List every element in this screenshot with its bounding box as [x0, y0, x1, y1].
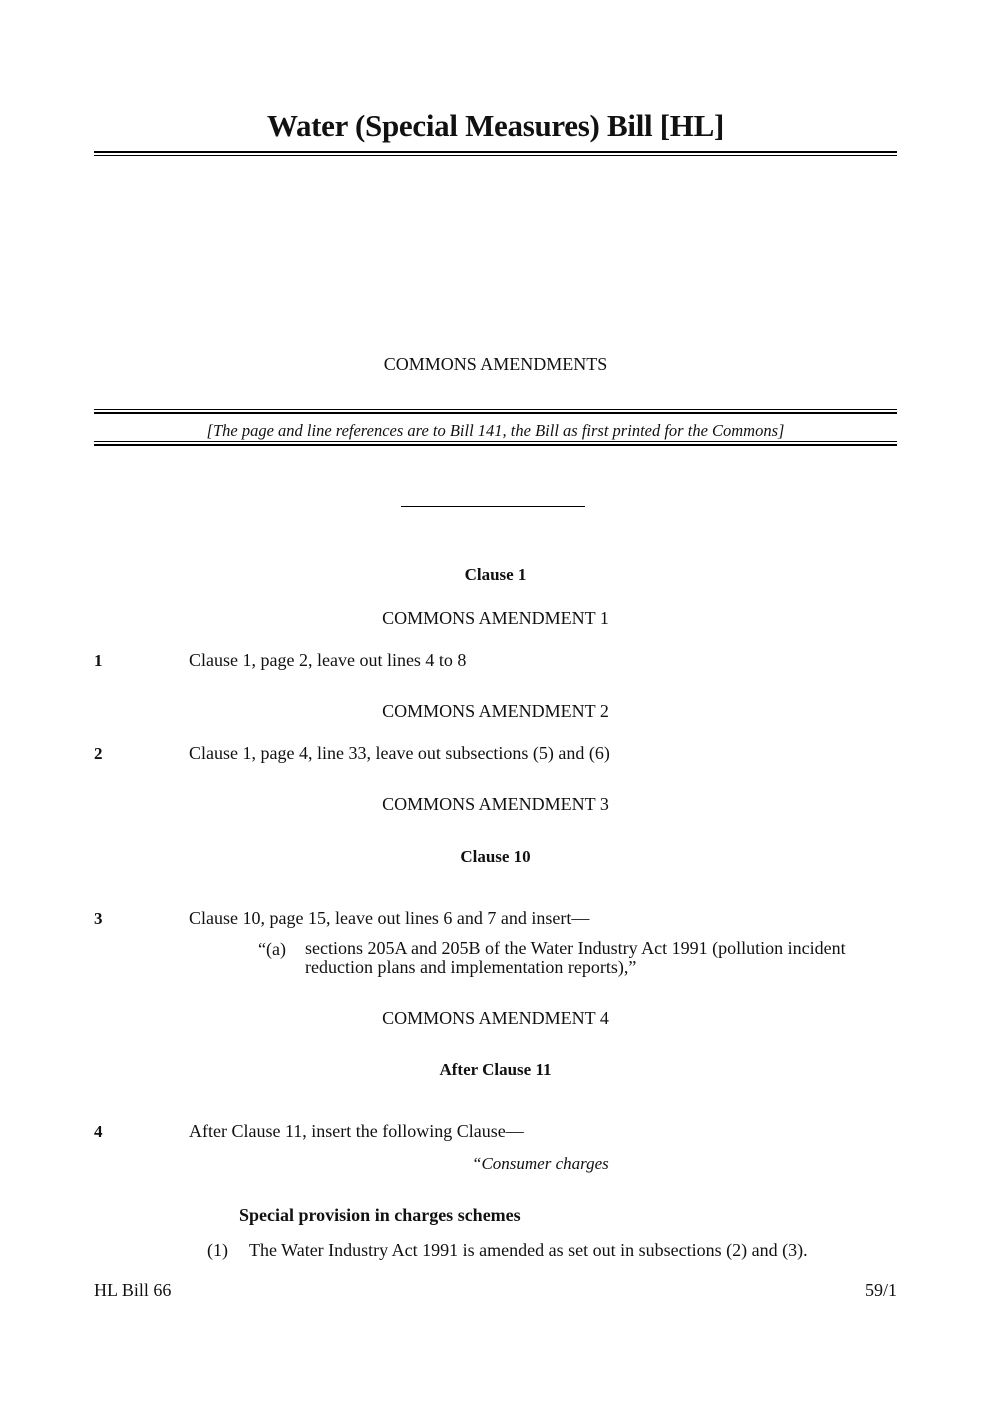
title-rule-top [94, 151, 897, 153]
note-rule-bottom-2 [94, 444, 897, 446]
title-rule-bottom [94, 155, 897, 156]
cross-heading: “Consumer charges [472, 1154, 609, 1173]
amendment-text-2: Clause 1, page 4, line 33, leave out subsections (5) and (6) [189, 743, 610, 763]
amendment-label-1: COMMONS AMENDMENT 1 [382, 608, 609, 628]
amendment-text-3: Clause 10, page 15, leave out lines 6 and 7 and insert— [189, 908, 590, 928]
separator-rule [401, 506, 585, 507]
amendment-number-1: 1 [94, 651, 103, 670]
note-rule-bottom-1 [94, 441, 897, 442]
insert-label: “(a) [258, 939, 286, 959]
heading-clause-1: Clause 1 [464, 565, 527, 584]
document-title: Water (Special Measures) Bill [HL] [266, 108, 725, 143]
subtitle: COMMONS AMENDMENTS [383, 354, 608, 374]
footer-page-ref: 59/1 [864, 1280, 897, 1300]
note-rule-top-2 [94, 412, 897, 414]
subsection-text: The Water Industry Act 1991 is amended as set out in subsections (2) and (3). [249, 1240, 808, 1260]
footer-bill-number: HL Bill 66 [94, 1280, 172, 1300]
heading-after-clause-11: After Clause 11 [439, 1060, 552, 1079]
amendment-label-2: COMMONS AMENDMENT 2 [382, 701, 609, 721]
amendment-number-3: 3 [94, 909, 103, 928]
amendment-number-4: 4 [94, 1122, 103, 1141]
insert-line-1: sections 205A and 205B of the Water Industry Act 1991 (pollution incident [305, 938, 846, 958]
amendment-label-4: COMMONS AMENDMENT 4 [382, 1008, 609, 1028]
amendment-text-1: Clause 1, page 2, leave out lines 4 to 8 [189, 650, 467, 670]
insert-line-2: reduction plans and implementation reports),” [305, 957, 637, 977]
amendment-number-2: 2 [94, 744, 103, 763]
heading-clause-10: Clause 10 [460, 847, 531, 866]
reference-note: [The page and line references are to Bill 141, the Bill as first printed for the Commons] [206, 421, 785, 440]
note-rule-top-1 [94, 409, 897, 410]
amendment-text-4: After Clause 11, insert the following Clause— [189, 1121, 524, 1141]
amendment-label-3: COMMONS AMENDMENT 3 [382, 794, 609, 814]
subsection-label: (1) [207, 1240, 228, 1260]
clause-title: Special provision in charges schemes [239, 1205, 521, 1225]
